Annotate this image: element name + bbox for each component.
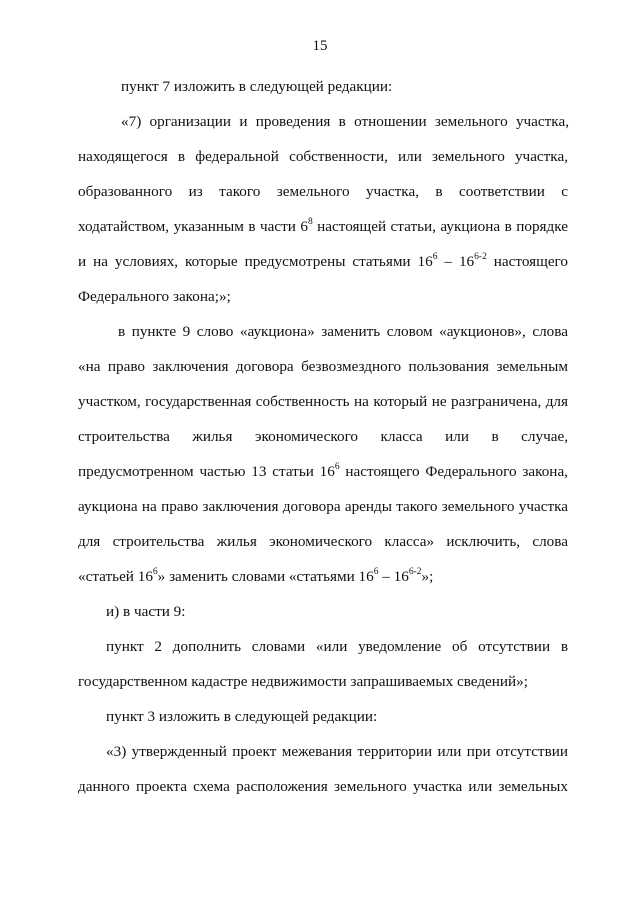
text-line: «на право заключения договора безвозмездного пользования земельным — [78, 358, 568, 375]
superscript: 6-2 — [408, 566, 422, 577]
text-line: предусмотренном частью 13 статьи $16^6$ настоящего Федерального закона, — [78, 461, 568, 480]
text-line: участком, государственная собственность на который не разграничена, для — [78, 393, 568, 410]
text-line: данного проекта схема расположения земельного участка или земельных — [78, 778, 568, 795]
text-line: пункт 7 изложить в следующей редакции: — [121, 78, 393, 95]
text-line: пункт 3 изложить в следующей редакции: — [106, 708, 378, 725]
text-line: пункт 2 дополнить словами «или уведомление об отсутствии в — [106, 638, 568, 655]
text-line: образованного из такого земельного участка, в соответствии с — [78, 183, 568, 200]
text-line: для строительства жилья экономического класса» исключить, слова — [78, 533, 568, 550]
text-line: находящегося в федеральной собственности, или земельного участка, — [78, 148, 568, 165]
superscript: 6-2 — [474, 251, 487, 262]
superscript: 6 — [152, 566, 158, 577]
text-line: «статьей $16^6$» заменить словами «статьями $16^6 - 16^{6-2}$»; — [78, 566, 434, 585]
superscript: 8 — [307, 216, 313, 227]
text-line: аукциона на право заключения договора аренды такого земельного участка — [78, 498, 568, 515]
text-line: и) в части 9: — [106, 603, 186, 620]
text-line: и на условиях, которые предусмотрены статьями $16^6 - 16^{6-2}$ настоящего — [78, 251, 569, 270]
text-line: в пункте 9 слово «аукциона» заменить словом «аукционов», слова — [118, 323, 568, 340]
superscript: 6 — [373, 566, 379, 577]
text-line: ходатайством, указанным в части $6^8$ настоящей статьи, аукциона в порядке — [78, 216, 568, 235]
superscript: 6 — [334, 461, 340, 472]
text-line: Федерального закона;»; — [78, 288, 231, 305]
text-line: «3) утвержденный проект межевания территории или при отсутствии — [106, 743, 568, 760]
superscript: 6 — [432, 251, 438, 262]
text-line: государственном кадастре недвижимости запрашиваемых сведений»; — [78, 673, 528, 690]
page-number: 15 — [312, 38, 328, 54]
text-line: строительства жилья экономического класса или в случае, — [78, 428, 568, 445]
text-line: «7) организации и проведения в отношении земельного участка, — [121, 113, 569, 130]
